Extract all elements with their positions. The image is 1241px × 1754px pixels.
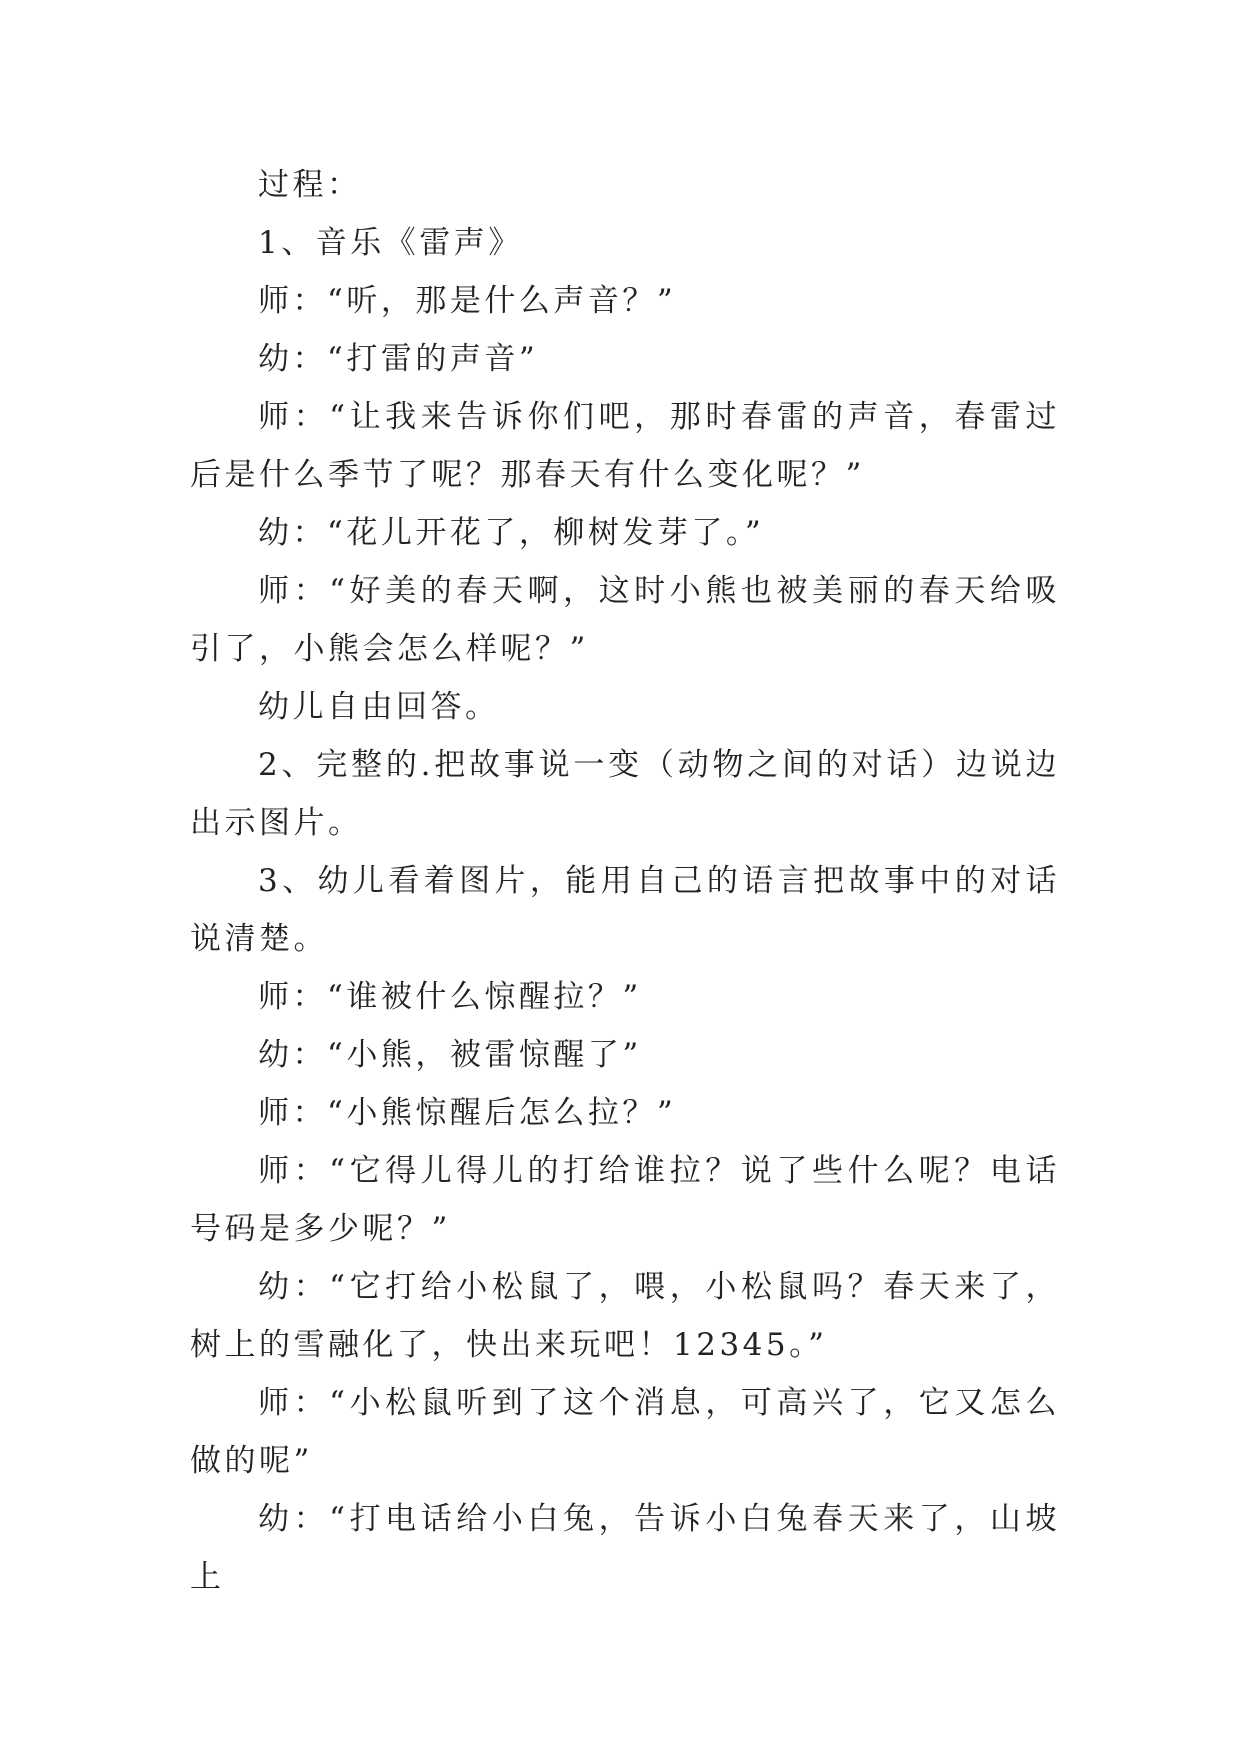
paragraph: 师：“让我来告诉你们吧，那时春雷的声音，春雷过后是什么季节了呢？那春天有什么变化呢？” — [190, 399, 1060, 493]
paragraph: 师：“谁被什么惊醒拉？” — [258, 979, 642, 1015]
paragraph: 师：“小熊惊醒后怎么拉？” — [258, 1095, 677, 1131]
paragraph: 幼：“小熊，被雷惊醒了” — [258, 1037, 642, 1073]
paragraph: 师：“好美的春天啊，这时小熊也被美丽的春天给吸引了，小熊会怎么样呢？” — [190, 573, 1060, 667]
paragraph: 1、音乐《雷声》 — [258, 225, 523, 261]
paragraph: 过程： — [258, 167, 362, 203]
paragraph: 幼：“花儿开花了，柳树发芽了。” — [258, 515, 765, 551]
paragraph: 2、完整的.把故事说一变（动物之间的对话）边说边出示图片。 — [190, 747, 1060, 841]
paragraph: 幼儿自由回答。 — [258, 689, 500, 725]
paragraph: 幼：“它打给小松鼠了，喂，小松鼠吗？春天来了，树上的雪融化了，快出来玩吧！12345。” — [190, 1269, 1060, 1363]
paragraph: 师：“它得儿得儿的打给谁拉？说了些什么呢？电话号码是多少呢？” — [190, 1153, 1060, 1247]
paragraph: 师：“听，那是什么声音？” — [258, 283, 677, 319]
paragraph: 幼：“打电话给小白兔，告诉小白兔春天来了，山坡上 — [190, 1501, 1060, 1595]
paragraph: 3、幼儿看着图片，能用自己的语言把故事中的对话说清楚。 — [190, 863, 1060, 957]
paragraph: 幼：“打雷的声音” — [258, 341, 539, 377]
paragraph: 师：“小松鼠听到了这个消息，可高兴了，它又怎么做的呢” — [190, 1385, 1060, 1479]
document-body — [190, 156, 1060, 1606]
